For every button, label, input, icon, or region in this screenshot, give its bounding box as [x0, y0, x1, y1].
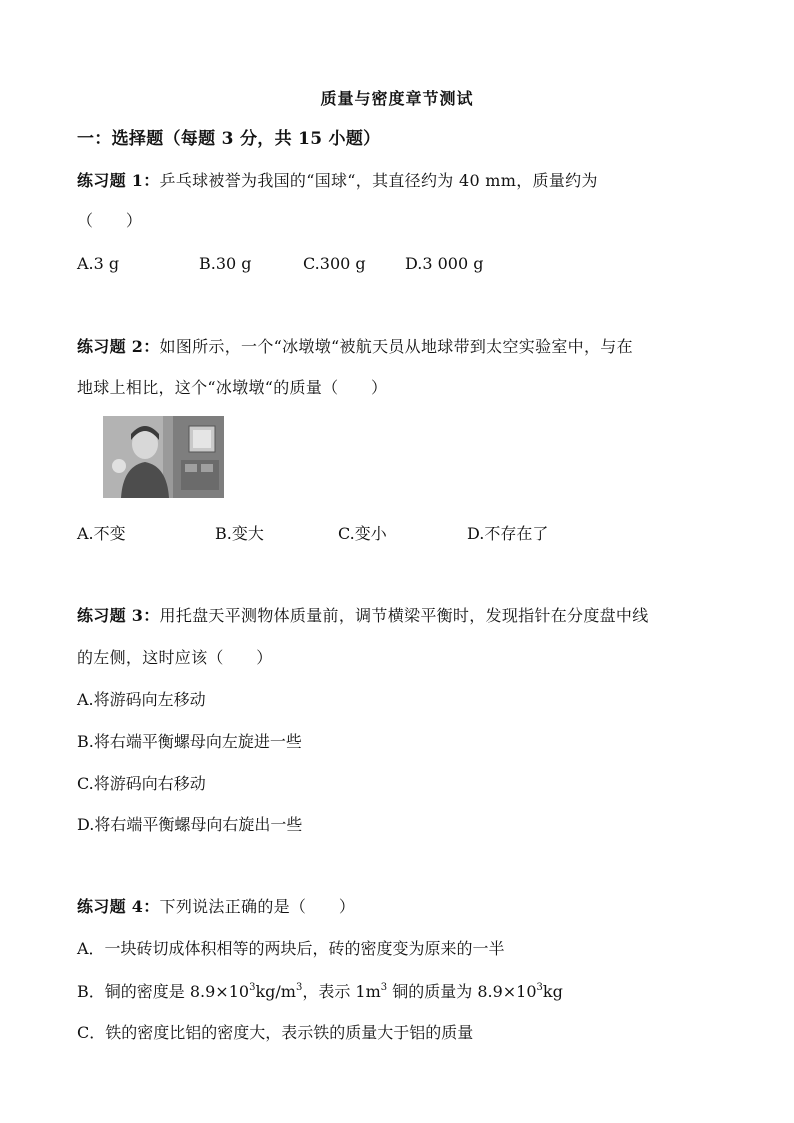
question-2: [77, 337, 633, 357]
question-4-text: 下列说法正确的是（ ）: [159, 897, 356, 916]
q4-b-exp4: 3: [536, 982, 543, 993]
question-1: [77, 171, 598, 191]
q4-b-part1: B．铜的密度是 8.9×10: [77, 982, 250, 1001]
q1-option-c: C.300 g: [303, 254, 366, 273]
question-3-text: 用托盘天平测物体质量前，调节横梁平衡时，发现指针在分度盘中线: [159, 606, 649, 625]
q4-b-exp1: 3: [249, 982, 256, 993]
q3-option-d: D.将右端平衡螺母向右旋出一些: [77, 815, 303, 834]
q2-option-b: B.变大: [215, 524, 264, 543]
q3-option-c: C.将游码向右移动: [77, 774, 206, 793]
q1-option-d: D.3 000 g: [405, 254, 484, 273]
q4-b-part3: ，表示 1m: [302, 982, 381, 1001]
astronaut-photo: [103, 416, 224, 498]
q3-option-a: A.将游码向左移动: [77, 690, 206, 709]
q1-option-a: A.3 g: [77, 254, 120, 273]
q4-b-exp3: 3: [380, 982, 388, 993]
q4-b-part2: kg/m: [255, 982, 296, 1001]
q4-option-b: [77, 982, 563, 1002]
section-heading: 一：选择题（每题 3 分，共 15 小题）: [77, 129, 381, 149]
question-3: [77, 606, 649, 626]
q1-option-b: B.30 g: [199, 254, 252, 273]
question-1-bracket: （ ）: [77, 211, 143, 230]
q2-option-d: D.不存在了: [467, 524, 549, 543]
question-2-text: 如图所示，一个“冰墩墩“被航天员从地球带到太空实验室中，与在: [159, 337, 633, 356]
astronaut-photo-graphic: [103, 416, 224, 498]
q2-option-a: A.不变: [77, 524, 126, 543]
question-1-text: 乒乓球被誉为我国的“国球“，其直径约为 40 mm，质量约为: [159, 171, 598, 190]
question-2-label: 练习题 2：: [77, 337, 160, 356]
q4-b-exp2: 3: [295, 982, 303, 993]
q4-b-part4: 铜的质量为 8.9×10: [387, 982, 537, 1001]
q4-option-a: A．一块砖切成体积相等的两块后，砖的密度变为原来的一半: [77, 939, 505, 958]
question-3-line2: 的左侧，这时应该（ ）: [77, 648, 273, 667]
q4-b-part5: kg: [542, 982, 563, 1001]
q4-option-c: C．铁的密度比铝的密度大，表示铁的质量大于铝的质量: [77, 1023, 474, 1042]
question-4: [77, 897, 355, 917]
question-3-label: 练习题 3：: [77, 606, 160, 625]
page-title: 质量与密度章节测试: [320, 89, 474, 108]
question-2-line2: 地球上相比，这个“冰墩墩“的质量（ ）: [77, 378, 388, 397]
q3-option-b: B.将右端平衡螺母向左旋进一些: [77, 732, 302, 751]
q2-option-c: C.变小: [338, 524, 387, 543]
question-1-label: 练习题 1：: [77, 171, 160, 190]
question-4-label: 练习题 4：: [77, 897, 160, 916]
